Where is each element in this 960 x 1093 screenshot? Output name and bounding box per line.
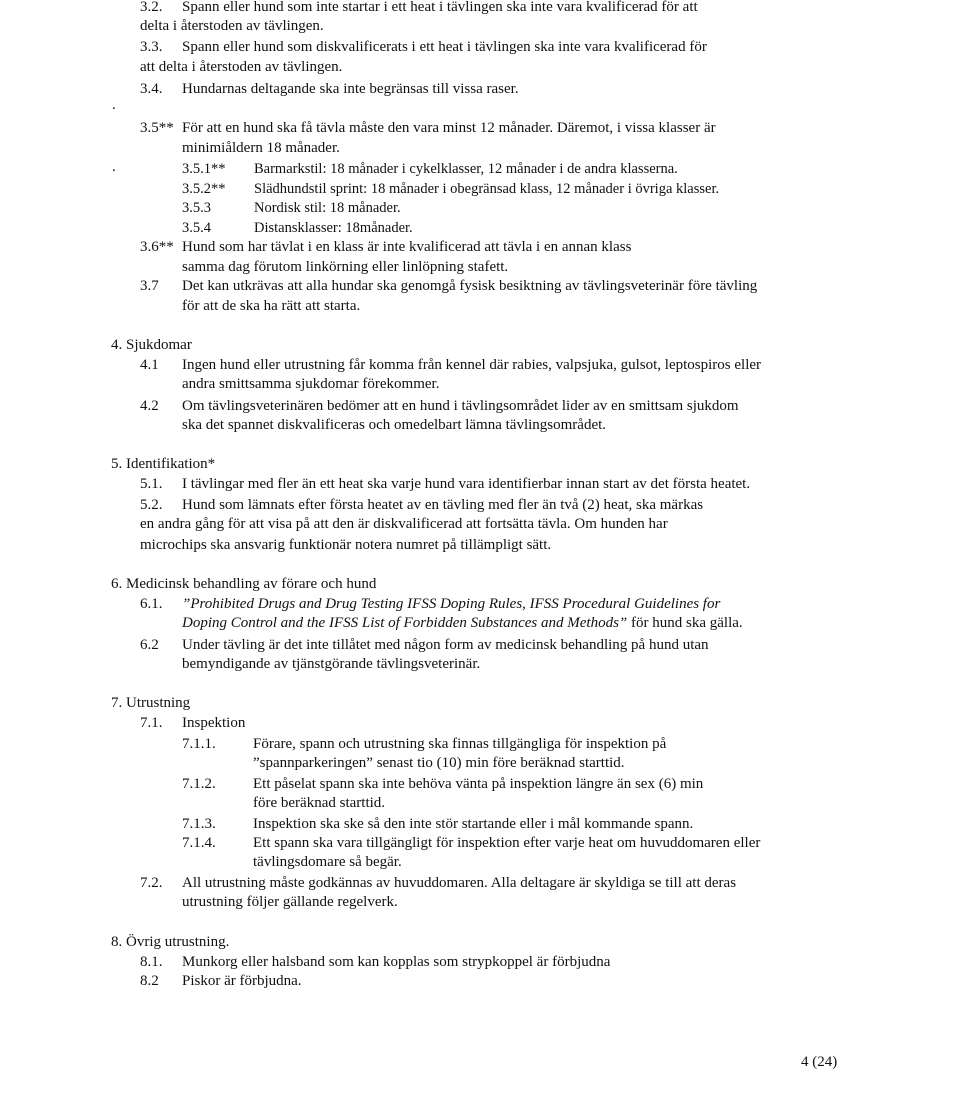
italic-reference: ”Prohibited Drugs and Drug Testing IFSS Doping Rules, IFSS Procedural Guidelines for	[182, 596, 721, 612]
item-number: 8.1.	[140, 954, 163, 970]
item-number: 3.5.2**	[182, 181, 226, 197]
item-number: 6.1.	[140, 596, 163, 612]
item-text: samma dag förutom linkörning eller linlöpning stafett.	[182, 259, 509, 275]
item-number: 3.7	[140, 278, 159, 294]
item-text	[182, 595, 720, 615]
item-text: ska det spannet diskvalificeras och omedelbart lämna tävlingsområdet.	[182, 417, 607, 433]
section-heading: 8. Övrig utrustning.	[111, 934, 230, 950]
page-number: 4 (24)	[801, 1054, 838, 1070]
item-text: All utrustning måste godkännas av huvuddomaren. Alla deltagare är skyldiga se till att deras	[182, 875, 737, 891]
item-text-tail: för hund ska gälla.	[627, 615, 743, 631]
item-text: andra smittsamma sjukdomar förekommer.	[182, 376, 440, 392]
item-text: att delta i återstoden av tävlingen.	[140, 59, 343, 75]
item-text: en andra gång för att visa på att den är diskvalificerad att fortsätta tävla. Om hunden har	[140, 516, 668, 532]
item-text: delta i återstoden av tävlingen.	[140, 18, 324, 34]
item-text: Ingen hund eller utrustning får komma från kennel där rabies, valpsjuka, gulsot, leptospiros eller	[182, 357, 762, 373]
item-text: Hundarnas deltagande ska inte begränsas till vissa raser.	[182, 81, 519, 97]
item-number: 7.1.2.	[182, 776, 216, 792]
item-text: Munkorg eller halsband som kan kopplas som strypkoppel är förbjudna	[182, 954, 611, 970]
section-heading: 4. Sjukdomar	[111, 337, 192, 353]
item-number: 5.2.	[140, 497, 163, 513]
item-number: 7.1.4.	[182, 835, 216, 851]
item-text: Distansklasser: 18månader.	[254, 220, 413, 236]
item-text: microchips ska ansvarig funktionär notera numret på tillämpligt sätt.	[140, 537, 552, 553]
item-text: minimiåldern 18 månader.	[182, 140, 340, 156]
item-text: Spann eller hund som inte startar i ett heat i tävlingen ska inte vara kvalificerad för att	[182, 0, 698, 15]
item-text: Ett påselat spann ska inte behöva vänta på inspektion längre än sex (6) min	[253, 776, 704, 792]
item-text: tävlingsdomare så begär.	[253, 854, 402, 870]
item-text	[182, 614, 743, 634]
item-text: Det kan utkrävas att alla hundar ska genomgå fysisk besiktning av tävlingsveterinär före tävling	[182, 278, 758, 294]
section-heading: 6. Medicinsk behandling av förare och hund	[111, 576, 377, 592]
item-number: 4.2	[140, 398, 159, 414]
italic-reference: Doping Control and the IFSS List of Forbidden Substances and Methods”	[182, 615, 628, 631]
item-text: Inspektion ska ske så den inte stör startande eller i mål kommande spann.	[253, 816, 694, 832]
section-heading: 7. Utrustning	[111, 695, 191, 711]
item-number: 7.1.3.	[182, 816, 216, 832]
item-number: 6.2	[140, 637, 159, 653]
item-text: Inspektion	[182, 715, 246, 731]
item-number: 3.2.	[140, 0, 163, 15]
item-number: 3.5.4	[182, 220, 211, 236]
item-text: Barmarkstil: 18 månader i cykelklasser, 12 månader i de andra klasserna.	[254, 161, 678, 177]
item-number: 4.1	[140, 357, 159, 373]
item-number: 3.6**	[140, 239, 174, 255]
item-text: Piskor är förbjudna.	[182, 973, 302, 989]
item-number: 5.1.	[140, 476, 163, 492]
item-number: 3.4.	[140, 81, 163, 97]
item-text: Slädhundstil sprint: 18 månader i obegränsad klass, 12 månader i övriga klasser.	[254, 181, 720, 197]
item-text: Ett spann ska vara tillgängligt för inspektion efter varje heat om huvuddomaren eller	[253, 835, 761, 851]
item-number: 8.2	[140, 973, 159, 989]
item-text: före beräknad starttid.	[253, 795, 386, 811]
item-text: ”spannparkeringen” senast tio (10) min före beräknad starttid.	[253, 755, 625, 771]
item-number: 7.1.	[140, 715, 163, 731]
item-number: 3.3.	[140, 39, 163, 55]
item-text: bemyndigande av tjänstgörande tävlingsveterinär.	[182, 656, 481, 672]
stray-dot: .	[112, 159, 116, 175]
item-text: utrustning följer gällande regelverk.	[182, 894, 398, 910]
stray-dot: .	[112, 97, 116, 113]
item-text: Hund som lämnats efter första heatet av en tävling med fler än två (2) heat, ska märkas	[182, 497, 704, 513]
item-number: 3.5.1**	[182, 161, 226, 177]
item-text: I tävlingar med fler än ett heat ska varje hund vara identifierbar innan start av det första heatet.	[182, 476, 751, 492]
item-number: 3.5**	[140, 120, 174, 136]
section-heading: 5. Identifikation*	[111, 456, 216, 472]
item-text: Under tävling är det inte tillåtet med någon form av medicinsk behandling på hund utan	[182, 637, 709, 653]
item-text: Nordisk stil: 18 månader.	[254, 200, 401, 216]
item-text: för att de ska ha rätt att starta.	[182, 298, 361, 314]
item-text: Spann eller hund som diskvalificerats i ett heat i tävlingen ska inte vara kvalificerad för	[182, 39, 707, 55]
item-number: 7.1.1.	[182, 736, 216, 752]
item-text: Om tävlingsveterinären bedömer att en hund i tävlingsområdet lider av en smittsam sjukdom	[182, 398, 739, 414]
item-text: För att en hund ska få tävla måste den vara minst 12 månader. Däremot, i vissa klasser är	[182, 120, 716, 136]
item-text: Hund som har tävlat i en klass är inte kvalificerad att tävla i en annan klass	[182, 239, 632, 255]
item-text: Förare, spann och utrustning ska finnas tillgängliga för inspektion på	[253, 736, 667, 752]
item-number: 3.5.3	[182, 200, 211, 216]
item-number: 7.2.	[140, 875, 163, 891]
